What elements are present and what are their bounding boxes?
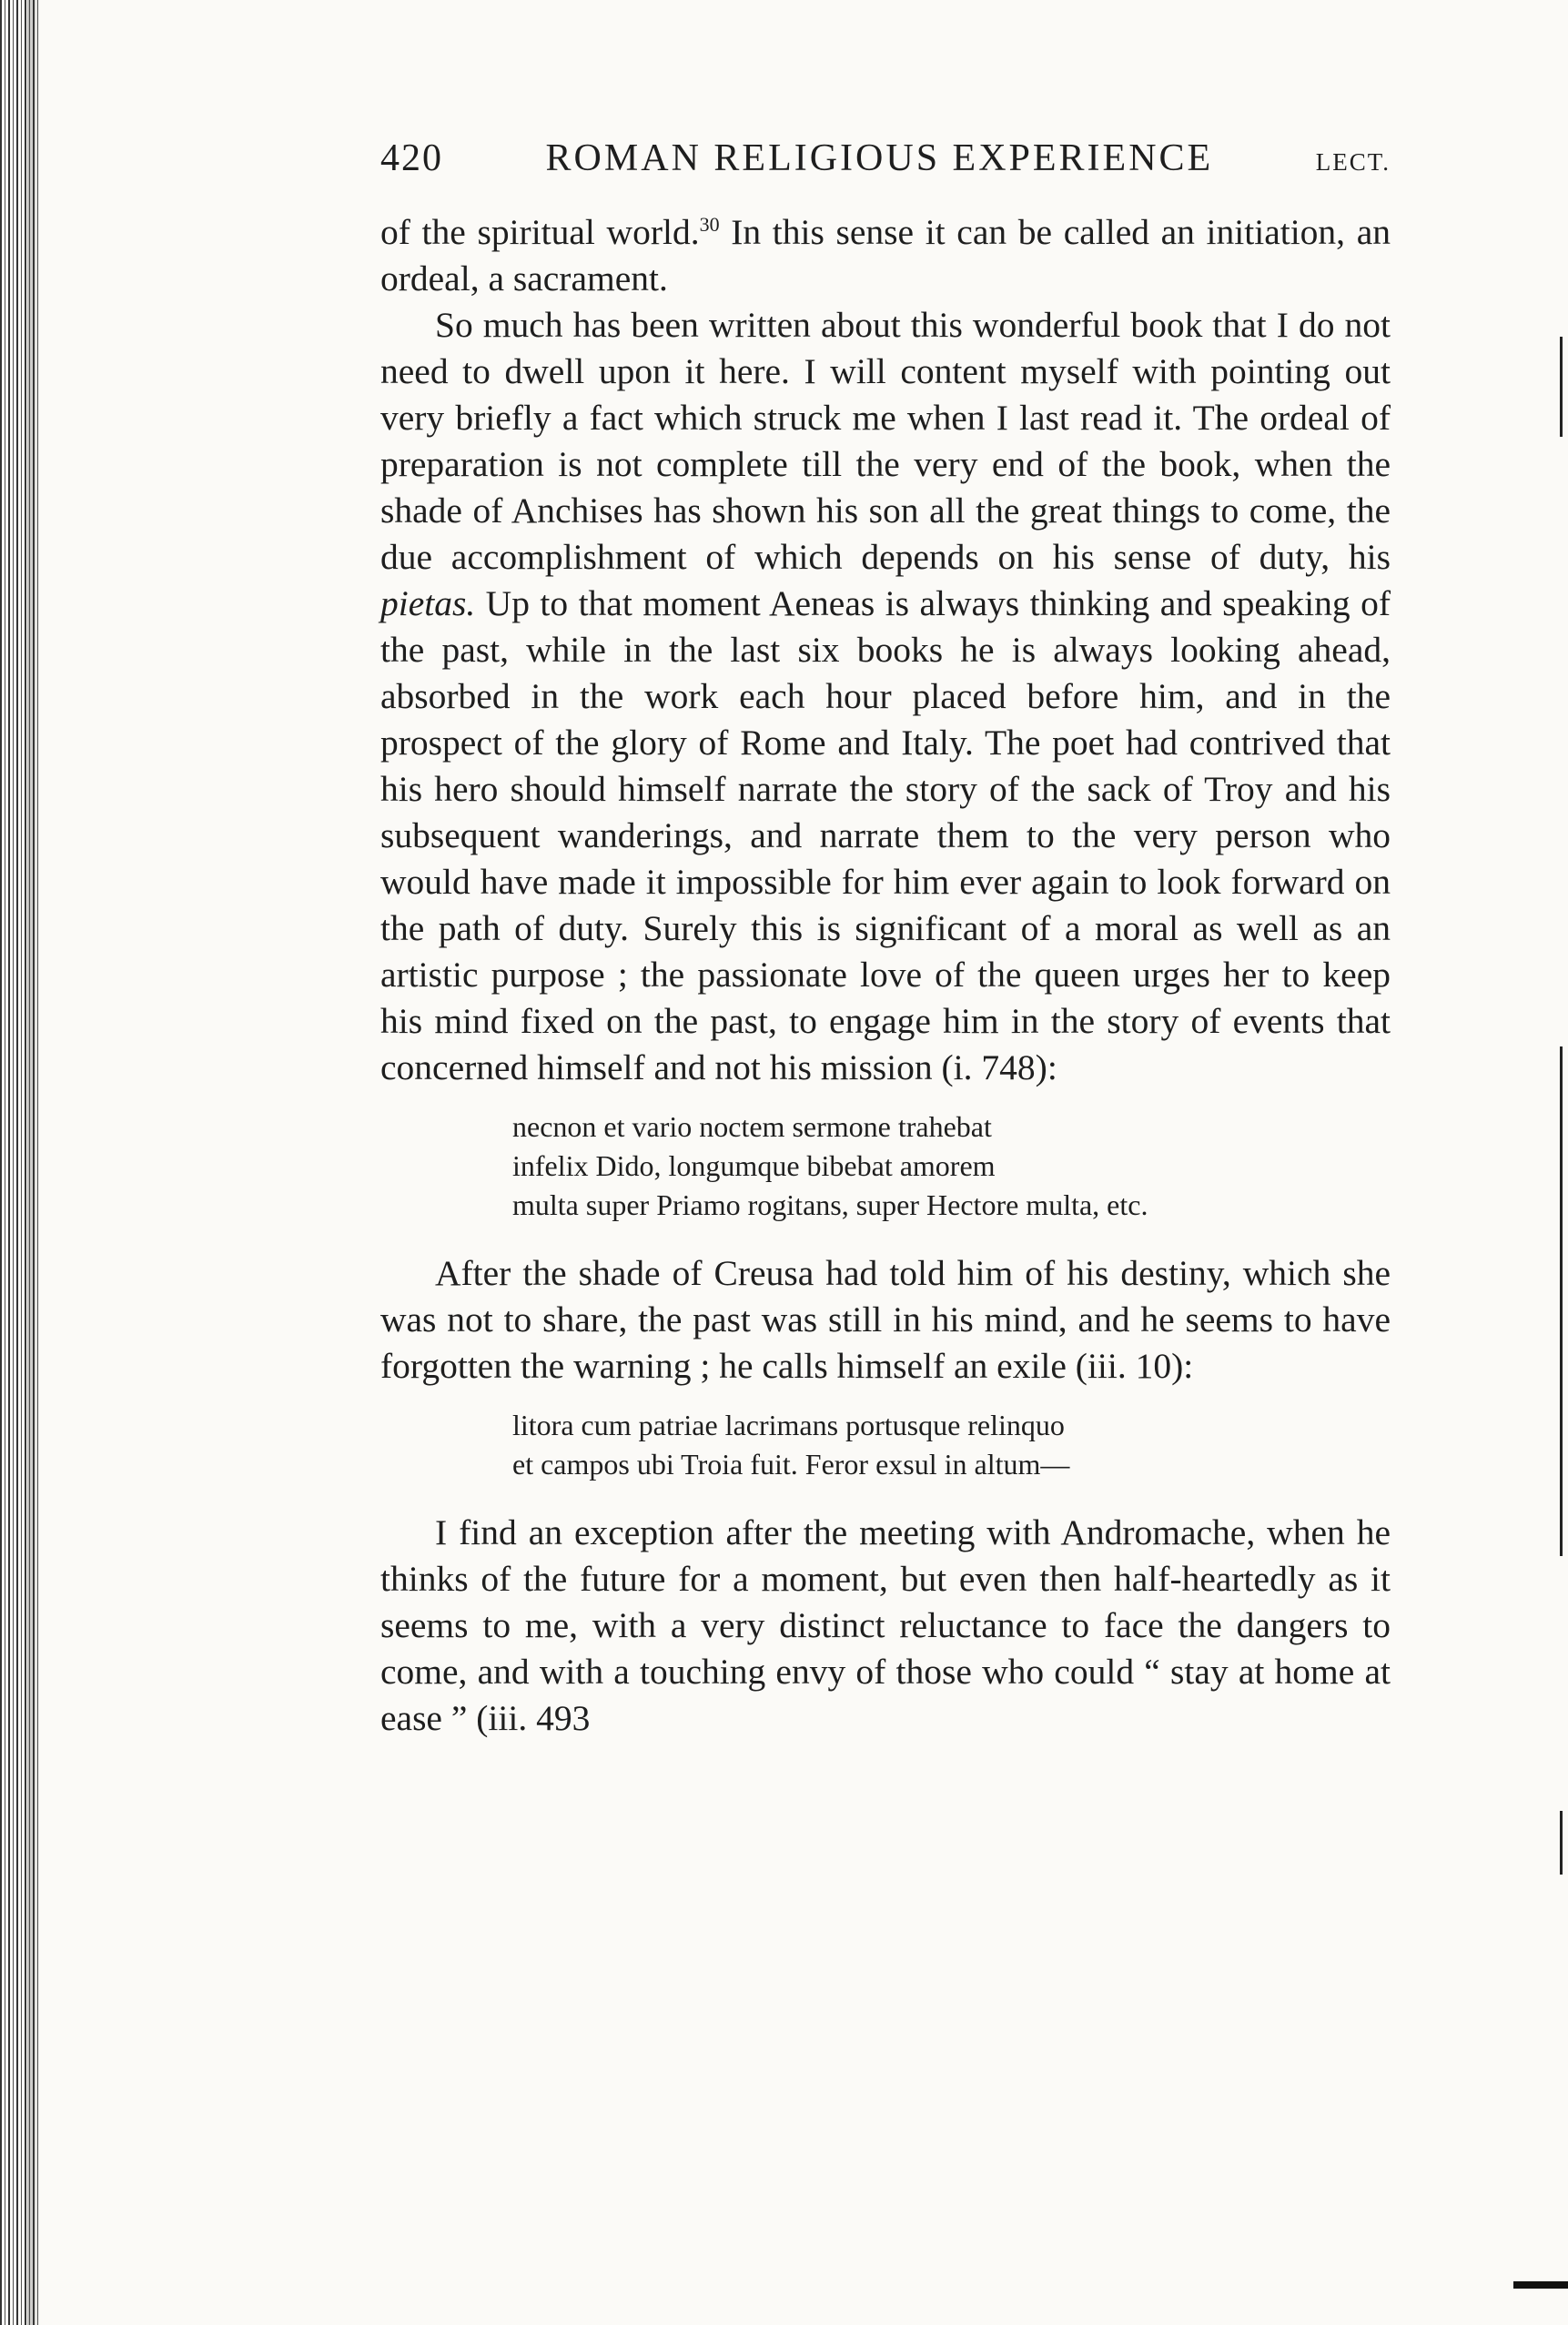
body-text [380, 209, 1391, 1742]
paragraph [380, 209, 1391, 302]
scan-mark [1560, 1811, 1563, 1875]
paragraph-text: of the spiritual world. [380, 212, 700, 252]
verse-line: litora cum patriae lacrimans portusque relinquo [512, 1409, 1065, 1441]
scan-mark [1560, 337, 1563, 437]
paragraph: After the shade of Creusa had told him of his destiny, which she was not to share, the past was still in his mind, and he seems to have forgotten the warning ; he calls himself an exile (iii. 10): [380, 1253, 1391, 1386]
scan-corner-mark [1513, 2281, 1568, 2289]
verse-line: necnon et vario noctem sermone trahebat [512, 1110, 992, 1143]
paragraph: I find an exception after the meeting with Andromache, when he thinks of the future for a moment, but even then half-heartedly as it seems to me, with a very distinct reluctance to face the dangers to come, and with a touching envy of those who could “ stay at home at ease ” (iii. 493 [380, 1512, 1391, 1738]
running-header [380, 136, 1391, 209]
verse-line: multa super Priamo rogitans, super Hectore multa, etc. [512, 1188, 1148, 1221]
section-label: LECT. [1315, 148, 1391, 176]
paragraph-text: Up to that moment Aeneas is always thinking and speaking of the past, while in the last six books he is always looking ahead, absorbed in the work each hour placed before him, and in the prospect of the glory of Rome and Italy. The poet had contrived that his hero should himself narrate the story of the sack of Troy and his subsequent wanderings, and narrate them to the very person who would have made it impossible for him ever again to look forward on the path of duty. Surely this is significant of a moral as well as an artistic purpose ; the passionate love of the queen urges her to keep his mind fixed on the past, to engage him in the story of events that concerned himself and not his mission (i. 748): [380, 583, 1391, 1087]
running-title: ROMAN RELIGIOUS EXPERIENCE [545, 137, 1214, 179]
page-number: 420 [380, 137, 443, 179]
verse-line: et campos ubi Troia fuit. Feror exsul in altum— [512, 1448, 1070, 1481]
paragraph-text: In this sense it can be called an initiation, an ordeal, a sacrament. [380, 212, 1391, 298]
verse-quotation [512, 1406, 1391, 1484]
verse-quotation [512, 1107, 1391, 1225]
book-page [380, 136, 1391, 1742]
scan-mark [1560, 1046, 1563, 1556]
italic-term: pietas. [380, 583, 476, 623]
scan-binding-shadow [27, 0, 40, 2325]
footnote-marker: 30 [699, 212, 720, 236]
verse-line: infelix Dido, longumque bibebat amorem [512, 1149, 996, 1182]
paragraph [380, 302, 1391, 1091]
paragraph-text: So much has been written about this wonderful book that I do not need to dwell upon it here. I will content myself with pointing out very briefly a fact which struck me when I last read it. The ordeal of preparation is not complete till the very end of the book, when the shade of Anchises has shown his son all the great things to come, the due accomplishment of which depends on his sense of duty, his [380, 305, 1391, 577]
